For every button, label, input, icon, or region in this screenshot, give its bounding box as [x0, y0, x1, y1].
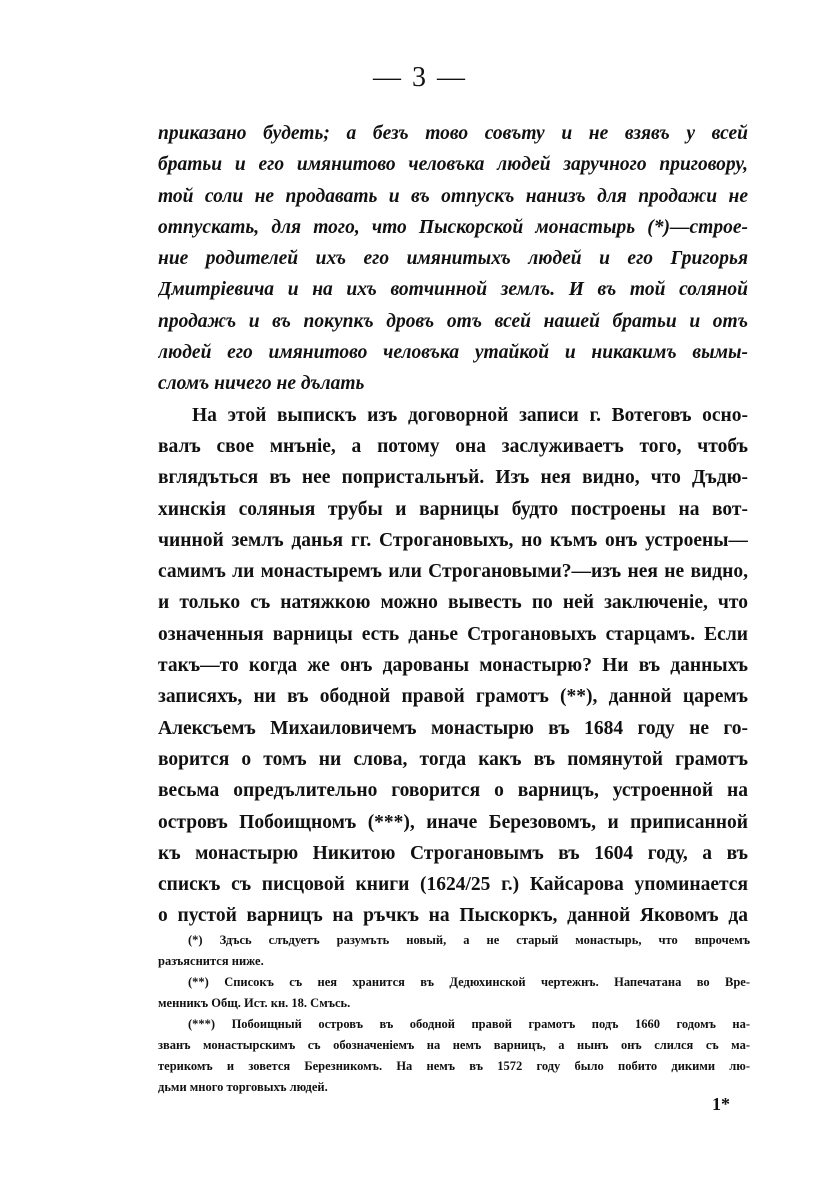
text-line: самимъ ли монастыремъ или Строгановыми?—изъ нея не видно, — [158, 561, 748, 583]
footnote-line: менникъ Общ. Ист. кн. 18. Смъсь. — [158, 996, 351, 1010]
page-number: — 3 — — [373, 62, 467, 93]
text-line: означенныя варницы есть данье Строгановыхъ старцамъ. Если — [158, 623, 748, 645]
text-line: о пустой варницъ на ръчкъ на Пыскоркъ, данной Яковомъ да — [158, 905, 748, 927]
text-line: къ монастырю Никитою Строгановымъ въ 1604 году, а въ — [158, 842, 748, 864]
footnote-line: (***) Побоищный островъ въ ободной правой грамотъ подъ 1660 годомъ на- — [188, 1017, 750, 1031]
footnote-line: терикомъ и зовется Березникомъ. На немъ въ 1572 году было побито дикими лю- — [158, 1059, 750, 1073]
text-line: Алексъемъ Михаиловичемъ монастырю въ 1684 году не го- — [158, 717, 748, 739]
text-line: ние родителей ихъ его имянитыхъ людей и его Григорья — [158, 248, 748, 270]
text-line: чинной землъ данья гг. Строгановыхъ, но къмъ онъ устроены— — [158, 529, 748, 551]
text-line: такъ—то когда же онъ дарованы монастырю? Ни въ данныхъ — [158, 655, 748, 677]
text-line: весьма опредълительно говорится о варницъ, устроенной на — [158, 780, 748, 802]
text-line: отпускать, для того, что Пыскорской монастырь (*)—строе- — [158, 216, 748, 238]
text-line: валъ свое мнъніе, а потому она заслуживаетъ того, чтобъ — [158, 435, 748, 457]
footnote-line: разъяснится ниже. — [158, 954, 264, 968]
footnote-line: званъ монастырскимъ съ обозначеніемъ на немъ варницъ, а нынъ онъ слился съ ма- — [158, 1038, 750, 1052]
text-line: островъ Побоищномъ (***), иначе Березовомъ, и приписанной — [158, 811, 748, 833]
text-line: ворится о томъ ни слова, тогда какъ въ помянутой грамотъ — [158, 748, 748, 770]
footnote-line: дьми много торговыхъ людей. — [158, 1080, 328, 1094]
text-line: спискъ съ писцовой книги (1624/25 г.) Кайсарова упоминается — [158, 874, 748, 896]
text-line: той соли не продавать и въ отпускъ нанизъ для продажи не — [158, 185, 748, 207]
text-line: вглядъться въ нее попристальнъй. Изъ нея видно, что Дъдю- — [158, 467, 748, 489]
text-line: На этой выпискъ изъ договорной записи г. Вотеговъ осно- — [192, 404, 748, 426]
text-line: людей его имянитово человъка утайкой и никакимъ вымы- — [158, 342, 748, 364]
text-line: Дмитріевича и на ихъ вотчинной землъ. И въ той соляной — [158, 279, 748, 301]
main-text — [158, 118, 748, 932]
text-line: приказано будеть; а безъ тово совъту и не взявъ у всей — [158, 123, 748, 144]
footnotes — [158, 930, 750, 1098]
text-line: записяхъ, ни въ ободной правой грамотъ (**), данной царемъ — [158, 686, 748, 708]
footnote-line: (*) Здъсь слъдуетъ разумъть новый, а не старый монастырь, что впрочемъ — [188, 933, 750, 947]
text-line: и только съ натяжкою можно вывесть по ней заключеніе, что — [158, 592, 748, 614]
printer-signature: 1* — [712, 1094, 730, 1114]
text-line: продажъ и въ покупкъ дровъ отъ всей нашей братьи и отъ — [158, 310, 748, 332]
text-line: братьи и его имянитово человъка людей заручного приговору, — [158, 154, 748, 176]
text-line: хинскія соляныя трубы и варницы будто построены на вот- — [158, 498, 748, 520]
footnote-line: (**) Списокъ съ нея хранится въ Дедюхинской чертежнъ. Напечатана во Вре- — [188, 975, 750, 989]
text-line: сломъ ничего не дълать — [158, 373, 365, 395]
